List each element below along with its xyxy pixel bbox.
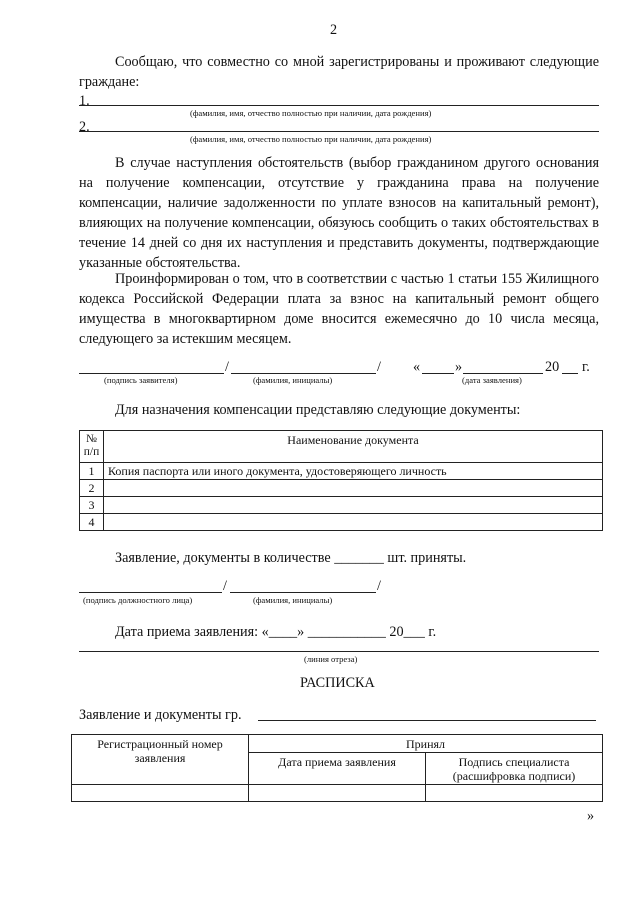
- receipt-title: РАСПИСКА: [300, 675, 375, 691]
- col-reg-header: Регистрационный номер заявления: [72, 735, 249, 785]
- intro-text: Сообщаю, что совместно со мной зарегистрированы и проживают следующие граждане:: [79, 54, 599, 90]
- receipt-date-cell[interactable]: [249, 785, 426, 802]
- closing-quote: »: [587, 808, 595, 824]
- accepted-count-blank[interactable]: _______: [334, 550, 384, 566]
- obligation-paragraph: В случае наступления обстоятельств (выбор гражданином другого основания на получение компенсации, отсутствие у гражданина права на получение компенсации, наличие задолженности по уплате взносов на капитальный ремонт), влияющих на получение компенсации, обязуюсь сообщить о таких обстоятельствах в течение 14 дней со дня их наступления и представить документы, подтверждающие указанные обстоятельства.: [79, 155, 599, 271]
- resident-caption: (фамилия, имя, отчество полностью при наличии, дата рождения): [190, 108, 432, 118]
- slash: /: [225, 359, 229, 375]
- col-name-header: Наименование документа: [104, 431, 603, 463]
- resident-caption: (фамилия, имя, отчество полностью при наличии, дата рождения): [190, 134, 432, 144]
- caption-name: (фамилия, инициалы): [253, 375, 333, 385]
- accepted-line: [115, 548, 466, 568]
- receipt-date-label: Дата приема заявления:: [115, 624, 259, 640]
- year-blank[interactable]: [562, 373, 578, 374]
- receipt-reg-cell[interactable]: [72, 785, 249, 802]
- caption-date: (дата заявления): [462, 375, 522, 385]
- col-number-header: № п/п: [80, 431, 104, 463]
- day-blank[interactable]: [422, 373, 454, 374]
- page-number: 2: [330, 22, 338, 38]
- table-row: [80, 463, 603, 480]
- documents-intro: Для назначения компенсации представляю следующие документы:: [115, 402, 521, 418]
- resident-line[interactable]: [79, 131, 599, 132]
- cut-line-caption: (линия отреза): [304, 654, 358, 664]
- caption-official-signature: (подпись должностного лица): [83, 595, 193, 605]
- receipt-year-suffix: г.: [428, 624, 437, 640]
- table-row: [80, 480, 603, 497]
- quote-close: »: [297, 624, 305, 640]
- table-row: [80, 514, 603, 531]
- table-row: [80, 497, 603, 514]
- receipt-month-blank[interactable]: ___________: [307, 624, 386, 640]
- table-row: [72, 785, 603, 802]
- year-suffix: г.: [582, 359, 590, 375]
- accepted-prefix: Заявление, документы в количестве: [115, 550, 331, 566]
- official-name-line[interactable]: [230, 592, 376, 593]
- row-document-name[interactable]: [104, 480, 603, 497]
- cut-line: [79, 651, 599, 652]
- receipt-table-header: [72, 735, 603, 753]
- row-number: 4: [80, 514, 104, 531]
- row-number: 3: [80, 497, 104, 514]
- informed-paragraph: Проинформирован о том, что в соответствии с частью 1 статьи 155 Жилищного кодекса Российской Федерации плата за взнос на капитальный ремонт общего имущества в многоквартирном доме вносится ежемесячно до 10 числа месяца, следующего за истекшим месяцем.: [79, 271, 599, 347]
- quote-open: «: [261, 624, 269, 640]
- row-number: 1: [80, 463, 104, 480]
- receipt-line-label: Заявление и документы гр.: [79, 707, 242, 723]
- documents-table-header: [80, 431, 603, 463]
- applicant-signature-line[interactable]: [79, 373, 224, 374]
- slash: /: [377, 359, 381, 375]
- official-signature-line[interactable]: [79, 592, 222, 593]
- col-date-header: Дата приема заявления: [249, 753, 426, 785]
- receipt-year-blank[interactable]: ___: [403, 624, 425, 640]
- resident-number: 1.: [79, 93, 90, 109]
- resident-number: 2.: [79, 119, 90, 135]
- receipt-date: [115, 622, 436, 642]
- receipt-day-blank[interactable]: ____: [268, 624, 298, 640]
- row-number: 2: [80, 480, 104, 497]
- receipt-year-prefix: 20: [389, 624, 404, 640]
- slash: /: [223, 578, 227, 594]
- quote-open: «: [413, 359, 421, 375]
- row-document-name[interactable]: Копия паспорта или иного документа, удостоверяющего личность: [104, 463, 603, 480]
- receipt-table: [71, 734, 603, 802]
- slash: /: [377, 578, 381, 594]
- receipt-name-line[interactable]: [258, 720, 596, 721]
- resident-line[interactable]: [79, 105, 599, 106]
- applicant-name-line[interactable]: [231, 373, 376, 374]
- row-document-name[interactable]: [104, 514, 603, 531]
- accepted-suffix: шт. приняты.: [387, 550, 467, 566]
- caption-official-name: (фамилия, инициалы): [253, 595, 333, 605]
- year-prefix: 20: [545, 359, 560, 375]
- month-blank[interactable]: [463, 373, 543, 374]
- receipt-sign-cell[interactable]: [426, 785, 603, 802]
- col-accepted-header: Принял: [249, 735, 603, 753]
- caption-signature: (подпись заявителя): [104, 375, 178, 385]
- quote-close: »: [455, 359, 463, 375]
- documents-table: [79, 430, 603, 531]
- row-document-name[interactable]: [104, 497, 603, 514]
- col-sign-header: Подпись специалиста (расшифровка подписи): [426, 753, 603, 785]
